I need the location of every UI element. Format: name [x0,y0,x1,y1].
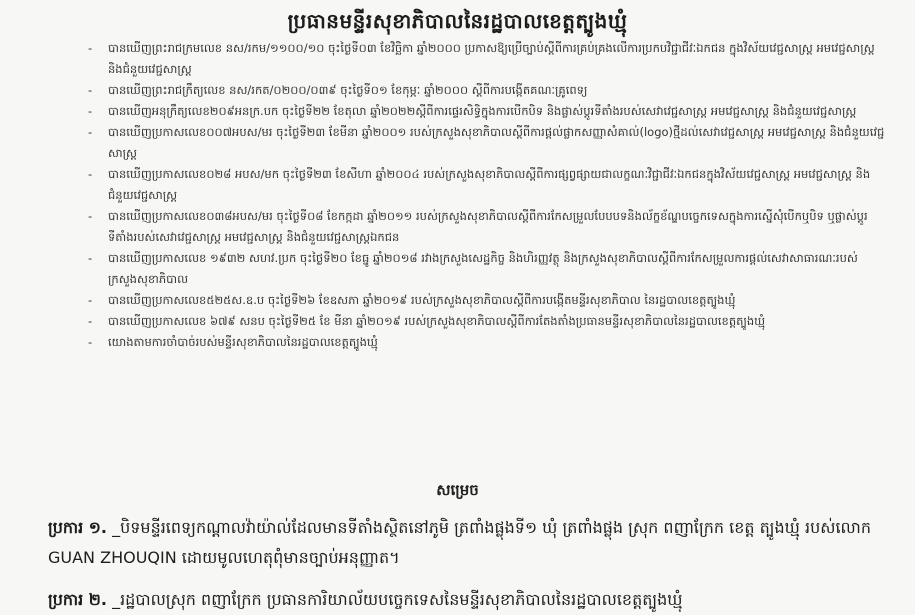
consideration-item [88,248,888,290]
consideration-text: បានឃើញព្រះរាជក្រឹត្យលេខ នស/រកត/០២០០/០៣៩ ចុះថ្ងៃទី០១ ខែកុម្ភៈ ឆ្នាំ២០០០ ស្តីពីការបង្កើតគណៈគ្រូពេទ្យ [108,83,588,97]
bullet-dash: - [88,293,93,307]
article-2-text: _រដ្ឋបាលស្រុក ពញាក្រែក ប្រធានការិយាល័យបច្ចេកទេសនៃមន្ទីរសុខាភិបាលនៃរដ្ឋបាលខេត្តត្បូងឃ្មុំ [112,590,683,609]
consideration-text: បានឃើញប្រកាសលេខ ១៩៣២ សហវ.ប្រក ចុះថ្ងៃទី២០ ខែធ្នូ ឆ្នាំ២០១៨ រវាងក្រសួងសេដ្ឋកិច្ច និងហិរញ្ញវត្ថុ និងក្រសួងសុខាភិបាលស្តីពីការកែសម្រួលការផ្តល់សេវាសាធារណៈរបស់ ក្រសួងសុខាភិបាល [108,251,858,286]
bullet-dash: - [88,41,93,55]
consideration-item [88,206,888,248]
bullet-dash: - [88,335,93,349]
consideration-item [88,311,888,332]
consideration-text: បានឃើញប្រកាសលេខ៥២៥ស.ឧ.ប ចុះថ្ងៃទី២៦ ខែឧសភា ឆ្នាំ២០១៩ របស់ក្រសួងសុខាភិបាលស្តីពីការបង្កើតមន្ទីរសុខាភិបាល នៃរដ្ឋបាលខេត្តត្បូងឃ្មុំ [108,293,736,307]
bullet-dash: - [88,209,93,223]
consideration-text: បានឃើញប្រកាសលេខ ៦៧៩ សនប ចុះថ្ងៃទី២៥ ខែ មីនា ឆ្នាំ២០១៩ របស់ក្រសួងសុខាភិបាលស្តីពីការតែងតាំងប្រធានមន្ទីរសុខាភិបាលនៃរដ្ឋបាលខេត្តត្បូងឃ្មុំ [108,314,766,328]
article-1-text: _បិទមន្ទីរពេទ្យកណ្តាលវ៉ាយ៉ាល់ដែលមានទីតាំងស្ថិតនៅភូមិ ត្រពាំងផ្លុងទី១ ឃុំ ត្រពាំងផ្លុង ស្រុក ពញាក្រែក ខេត្ត ត្បូងឃ្មុំ របស់លោក GUAN ZHOUQIN ដោយមូលហេតុពុំមានច្បាប់អនុញ្ញាត។ [48,518,872,567]
bullet-dash: - [88,83,93,97]
bullet-dash: - [88,251,93,265]
consideration-text: បានឃើញប្រកាសលេខ០៣៨អបស/មរ ចុះថ្ងៃទី០៨ ខែកក្កដា ឆ្នាំ២០១១ របស់ក្រសួងសុខាភិបាលស្តីពីការកែសម្រួលបែបបទនិងល័ក្ខខ័ណ្ឌបច្ចេកទេសក្នុងការស្នើសុំបើកឬបិទ ឬផ្លាស់ប្តូរទីតាំងរបស់សេវាវេជ្ជសាស្ត្រ អមវេជ្ជសាស្ត្រ និងជំនួយវេជ្ជសាស្ត្រឯកជន [108,209,868,244]
consideration-text: យោងតាមការចាំបាច់របស់មន្ទីរសុខាភិបាលនៃរដ្ឋបាលខេត្តត្បូងឃ្មុំ [108,335,378,349]
consideration-item [88,80,888,101]
article-2 [48,585,888,615]
consideration-item [88,290,888,311]
consideration-item [88,164,888,206]
consideration-item [88,38,888,80]
consideration-text: បានឃើញព្រះរាជក្រមលេខ នស/រកម/១១០០/១០ ចុះថ្ងៃទី០៣ ខែវិច្ឆិកា ឆ្នាំ២០០០ ប្រកាសឱ្យប្រើច្បាប់ស្តីពីការគ្រប់គ្រងលើការប្រកបវិជ្ជាជីវៈឯកជន ក្នុងវិស័យវេជ្ជសាស្ត្រ អមវេជ្ជសាស្ត្រ និងជំនួយវេជ្ជសាស្ត្រ [108,41,875,76]
article-2-label: ប្រការ ២. [48,590,107,609]
consideration-text: បានឃើញអនុក្រឹត្យលេខ២០៩អនក្រ.បក ចុះថ្ងៃទី២២ ខែតុលា ឆ្នាំ២០២២ស្តីពីការផ្ទេរសិទ្ធិក្នុងការបើកបិទ និងផ្លាស់ប្តូរទីតាំងរបស់សេវាវេជ្ជសាស្ត្រ អមវេជ្ជសាស្ត្រ និងជំនួយវេជ្ជសាស្ត្រ [108,104,857,118]
article-1-label: ប្រការ ១. [48,518,107,537]
consideration-item [88,332,888,353]
consideration-text: បានឃើញប្រកាសលេខ០២៨ អបស/មក ចុះថ្ងៃទី២៣ ខែសីហា ឆ្នាំ២០០៤ របស់ក្រសួងសុខាភិបាលស្តីពីការផ្សព្វផ្សាយជាលក្ខណៈវិជ្ជាជីវៈឯកជនក្នុងវិស័យវេជ្ជសាស្ត្រ អមវេជ្ជសាស្ត្រ និងជំនួយវេជ្ជសាស្ត្រ [108,167,871,202]
consideration-item [88,122,888,164]
bullet-dash: - [88,104,93,118]
considerations-list [88,38,888,353]
bullet-dash: - [88,125,93,139]
consideration-text: បានឃើញប្រកាសលេខ០០៧អបស/មរ ចុះថ្ងៃទី២៣ ខែមីនា ឆ្នាំ២០០១ របស់ក្រសួងសុខាភិបាលស្តីពីការផ្តល់ផ្លាកសញ្ញាសំគាល់(logo)ថ្មីដល់សេវាវេជ្ជសាស្ត្រ អមវេជ្ជសាស្ត្រ និងជំនួយវេជ្ជសាស្ត្រ [108,125,885,160]
document-title: ប្រធានមន្ទីរសុខាភិបាលនៃរដ្ឋបាលខេត្តត្បូងឃ្មុំ [287,9,628,33]
bullet-dash: - [88,167,93,181]
decision-heading: សម្រេច [436,481,479,499]
consideration-item [88,101,888,122]
article-1 [48,513,888,573]
bullet-dash: - [88,314,93,328]
